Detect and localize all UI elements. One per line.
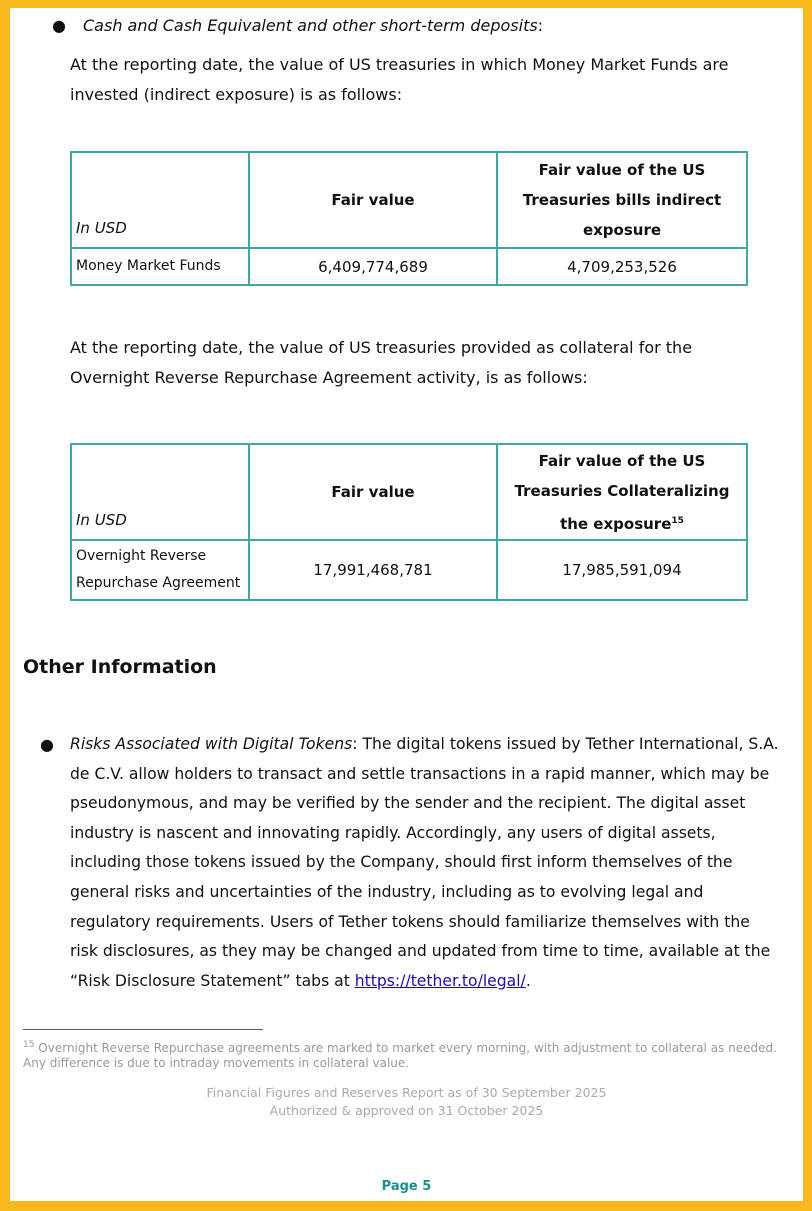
cell-collateral: 17,985,591,094 bbox=[497, 540, 747, 600]
mmf-table bbox=[70, 151, 748, 286]
footer-approval: Authorized & approved on 31 October 2025 bbox=[269, 1103, 544, 1118]
footnote-text: Overnight Reverse Repurchase agreements are marked to market every morning, with adjustment to collateral as needed. Any difference is due to intraday movements in collateral value. bbox=[23, 1041, 777, 1070]
footnote bbox=[23, 1038, 777, 1071]
page-number: Page 5 bbox=[381, 1179, 432, 1194]
col-header-fair-value: Fair value bbox=[249, 152, 497, 248]
footer-report-title: Financial Figures and Reserves Report as of 30 September 2025 bbox=[206, 1085, 607, 1100]
bullet-dot: ● bbox=[52, 16, 66, 35]
col-header-collateral: Fair value of the US Treasuries Collateralizing the exposure$^{15}$ bbox=[497, 444, 747, 540]
section-heading: Other Information bbox=[23, 656, 217, 678]
bullet-title: Cash and Cash Equivalent and other short-term deposits bbox=[83, 16, 538, 35]
risk-paragraph: Risks Associated with Digital Tokens: The digital tokens issued by Tether International, S.A. de C.V. allow holders to transact and settle transactions in a rapid manner, which may be pseudonymous, and may be verified by the sender and the recipient. The digital asset industry is nascent and innovating rapidly. Accordingly, any users of digital assets, including those tokens issued by the Company, should first inform themselves of the general risks and uncertainties of the industry, including as to evolving legal and regulatory requirements. Users of Tether tokens should familiarize themselves with the risk disclosures, as they may be changed and updated from time to time, available at the “Risk Disclosure Statement” tabs at https://tether.to/legal/. bbox=[70, 735, 779, 990]
table-corner-label: In USD bbox=[71, 152, 249, 248]
risk-body: : The digital tokens issued by Tether International, S.A. de C.V. allow holders to transact and settle transactions in a rapid manner, which may be pseudonymous, and may be verified by the sender and the recipient. The digital asset industry is nascent and innovating rapidly. Accordingly, any users of digital assets, including those tokens issued by the Company, should first inform themselves of the general risks and uncertainties of the industry, including as to evolving legal and regulatory requirements. Users of Tether tokens should familiarize themselves with the risk disclosures, as they may be changed and updated from time to time, available at the “Risk Disclosure Statement” tabs at bbox=[70, 735, 779, 990]
cell-fair-value: 6,409,774,689 bbox=[249, 248, 497, 285]
cell-fair-value: 17,991,468,781 bbox=[249, 540, 497, 600]
footnote-mark: 15 bbox=[23, 1040, 35, 1050]
bullet-colon: : bbox=[537, 16, 544, 35]
repo-table bbox=[70, 443, 748, 601]
col-header-fair-value: Fair value bbox=[249, 444, 497, 540]
footnote-divider bbox=[23, 1029, 263, 1030]
legal-link[interactable]: https://tether.to/legal/ bbox=[354, 971, 526, 990]
table-corner-label: In USD bbox=[71, 444, 249, 540]
cell-indirect-exposure: 4,709,253,526 bbox=[497, 248, 747, 285]
bullet-dot: ● bbox=[40, 735, 54, 754]
row-label-repo: Overnight Reverse Repurchase Agreement bbox=[71, 540, 249, 600]
document-page bbox=[10, 8, 803, 1201]
risk-title: Risks Associated with Digital Tokens bbox=[70, 735, 353, 753]
mmf-intro-paragraph: At the reporting date, the value of US treasuries in which Money Market Funds are invested (indirect exposure) is as follows: bbox=[70, 55, 729, 104]
col-header-indirect-exposure: Fair value of the US Treasuries bills indirect exposure bbox=[497, 152, 747, 248]
row-label-mmf: Money Market Funds bbox=[71, 248, 249, 285]
repo-intro-paragraph: At the reporting date, the value of US treasuries provided as collateral for the Overnight Reverse Repurchase Agreement activity, is as follows: bbox=[70, 338, 693, 387]
footnote-ref[interactable]: 15 bbox=[671, 515, 684, 526]
